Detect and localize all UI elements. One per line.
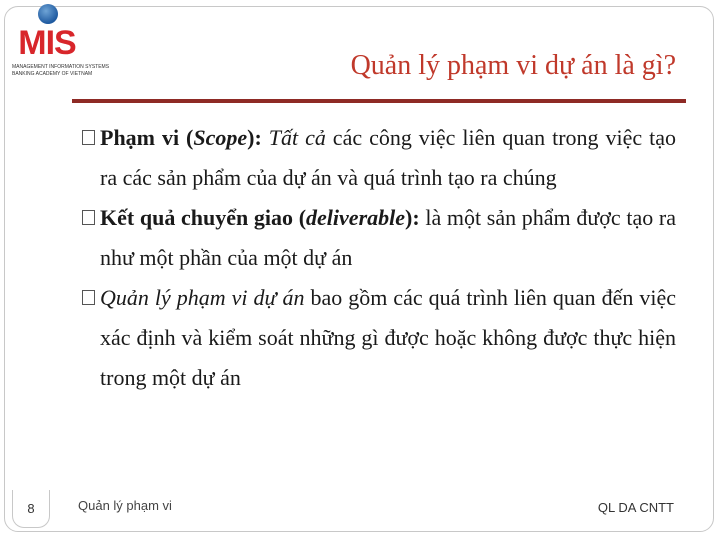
bullet-text: các công việc liên quan trong việc tạo ra các sản phẩm của dự án và quá trình tạo ra chúng <box>100 125 676 190</box>
title-underline <box>72 99 686 103</box>
logo-subtitle-1: MANAGEMENT INFORMATION SYSTEMS <box>12 64 110 70</box>
term-en: deliverable <box>306 205 406 230</box>
logo-text: MIS <box>18 24 76 62</box>
footer-left: Quản lý phạm vi <box>78 498 172 513</box>
slide-title: Quản lý phạm vi dự án là gì? <box>350 50 676 81</box>
term: Kết quả chuyển giao <box>100 205 294 230</box>
globe-icon <box>38 4 58 24</box>
bullet-scope-management <box>82 278 676 398</box>
bullet-scope <box>82 118 676 198</box>
bullet-box-icon <box>82 290 95 305</box>
mis-logo <box>10 4 110 86</box>
paren-open: ( <box>293 205 307 230</box>
slide-body <box>82 118 676 398</box>
term-en: Scope <box>193 125 248 150</box>
paren-close: ): <box>405 205 420 230</box>
bullet-text: là một sản phẩm được tạo ra như một phần của một dự án <box>100 205 676 270</box>
lead-italic: Quản lý phạm vi dự án <box>100 285 305 310</box>
lead-italic: Tất cả <box>261 125 326 150</box>
bullet-text: bao gồm các quá trình liên quan đến việc xác định và kiểm soát những gì được hoặc không được thực hiện trong một dự án <box>100 285 676 390</box>
logo-subtitle-2: BANKING ACADEMY OF VIETNAM <box>12 71 93 77</box>
footer-right: QL DA CNTT <box>597 500 674 515</box>
bullet-box-icon <box>82 210 95 225</box>
page-number: 8 <box>12 490 50 528</box>
paren-close: ): <box>247 125 262 150</box>
paren-open: ( <box>179 125 194 150</box>
bullet-box-icon <box>82 130 95 145</box>
bullet-deliverable <box>82 198 676 278</box>
term: Phạm vi <box>100 125 180 150</box>
